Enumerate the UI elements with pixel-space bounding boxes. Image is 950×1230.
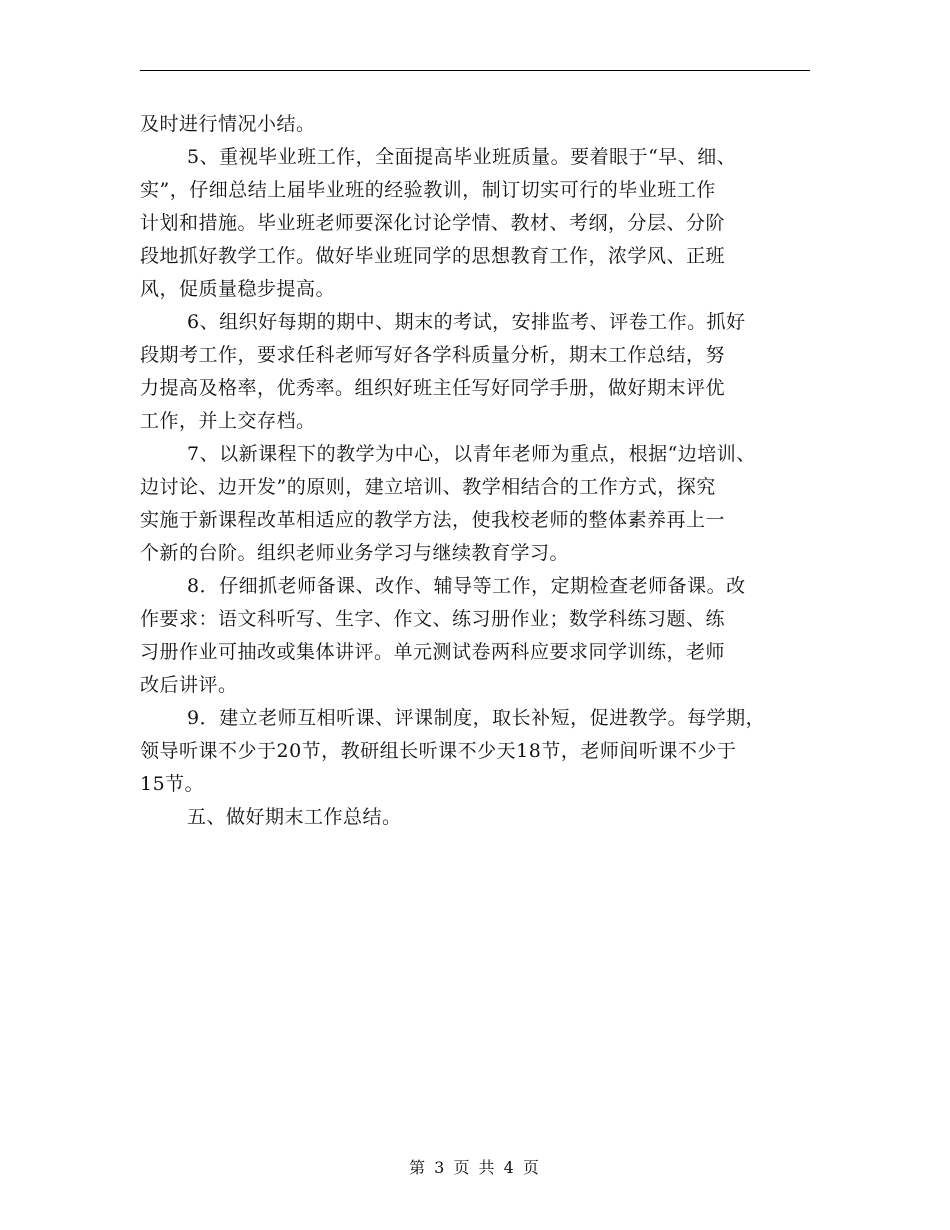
body-line: 5、重视毕业班工作，全面提高毕业班质量。要着眼于“早、细、 (187, 146, 737, 168)
body-line: 段期考工作，要求任科老师写好各学科质量分析，期末工作总结，努 (140, 344, 726, 366)
body-line: 风，促质量稳步提高。 (140, 278, 336, 300)
body-line: 边讨论、边开发”的原则，建立培训、教学相结合的工作方式，探究 (140, 476, 716, 498)
page-number: 第 3 页 共 4 页 (409, 1158, 541, 1177)
body-line: 8．仔细抓老师备课、改作、辅导等工作，定期检查老师备课。改 (187, 575, 746, 597)
body-line: 个新的台阶。组织老师业务学习与继续教育学习。 (140, 542, 570, 564)
document-body (140, 108, 820, 834)
body-line: 15节。 (140, 773, 205, 795)
body-line: 7、以新课程下的教学为中心，以青年老师为重点，根据“边培训、 (187, 443, 756, 465)
body-line: 力提高及格率，优秀率。组织好班主任写好同学手册，做好期末评优 (140, 377, 726, 399)
body-line: 实”，仔细总结上届毕业班的经验教训，制订切实可行的毕业班工作 (140, 179, 716, 201)
body-line: 9．建立老师互相听课、评课制度，取长补短，促进教学。每学期， (187, 707, 766, 729)
body-line: 领导听课不少于20节，教研组长听课不少天18节，老师间听课不少于 (140, 740, 737, 762)
body-line: 改后讲评。 (140, 674, 238, 696)
body-line: 段地抓好教学工作。做好毕业班同学的思想教育工作，浓学风、正班 (140, 245, 726, 267)
body-line: 计划和措施。毕业班老师要深化讨论学情、教材、考纲，分层、分阶 (140, 212, 726, 234)
header-rule (140, 70, 810, 71)
body-line: 工作，并上交存档。 (140, 410, 316, 432)
body-line: 五、做好期末工作总结。 (187, 806, 402, 828)
body-line: 6、组织好每期的期中、期末的考试，安排监考、评卷工作。抓好 (187, 311, 746, 333)
body-line: 作要求：语文科听写、生字、作文、练习册作业；数学科练习题、练 (140, 608, 726, 630)
body-line: 习册作业可抽改或集体讲评。单元测试卷两科应要求同学训练，老师 (140, 641, 726, 663)
body-line: 实施于新课程改革相适应的教学方法，使我校老师的整体素养再上一 (140, 509, 726, 531)
body-line: 及时进行情况小结。 (140, 113, 316, 135)
